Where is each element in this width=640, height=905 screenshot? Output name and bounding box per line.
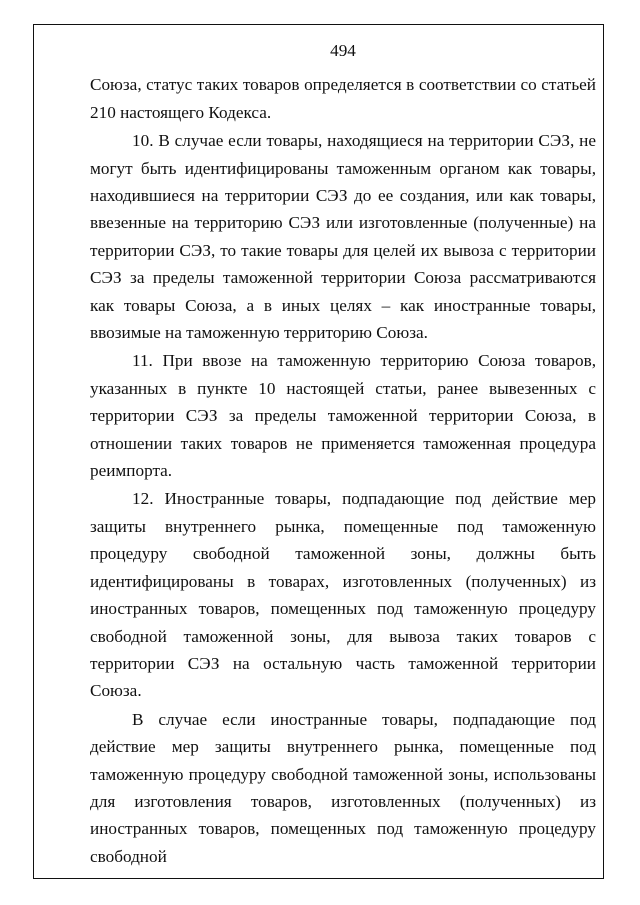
paragraph-item-10: 10. В случае если товары, находящиеся на территории СЭЗ, не могут быть идентифицированы таможенным органом как товары, находившиеся на территории СЭЗ до ее создания, или как товары, ввезенные на территорию СЭЗ или изготовленные (полученные) на территории СЭЗ, то такие товары для целей их вывоза с территории СЭЗ за пределы таможенной территории Союза рассматриваются как товары Союза, а в иных целях – как иностранные товары, ввозимые на таможенную территорию Союза.: [90, 131, 596, 343]
document-page: [90, 37, 596, 870]
paragraph-continuation: Союза, статус таких товаров определяется в соответствии со статьей 210 настоящего Кодекса.: [90, 75, 596, 122]
paragraph-item-12-continued: В случае если иностранные товары, подпадающие под действие мер защиты внутреннего рынка, помещенные под таможенную процедуру свободной таможенной зоны, использованы для изготовления товаров, изготовленных (полученных) из иностранных товаров, помещенных под таможенную процедуру свободной: [90, 709, 596, 866]
page-number: 494: [330, 41, 356, 60]
paragraph-item-12: 12. Иностранные товары, подпадающие под действие мер защиты внутреннего рынка, помещенные под таможенную процедуру свободной таможенной зоны, должны быть идентифицированы в товарах, изготовленных (полученных) из иностранных товаров, помещенных под таможенную процедуру свободной таможенной зоны, для вывоза таких товаров с территории СЭЗ на остальную часть таможенной территории Союза.: [90, 489, 596, 701]
paragraph-item-11: 11. При ввозе на таможенную территорию Союза товаров, указанных в пункте 10 настоящей статьи, ранее вывезенных с территории СЭЗ за пределы таможенной территории Союза, в отношении таких товаров не применяется таможенная процедура реимпорта.: [90, 351, 596, 481]
